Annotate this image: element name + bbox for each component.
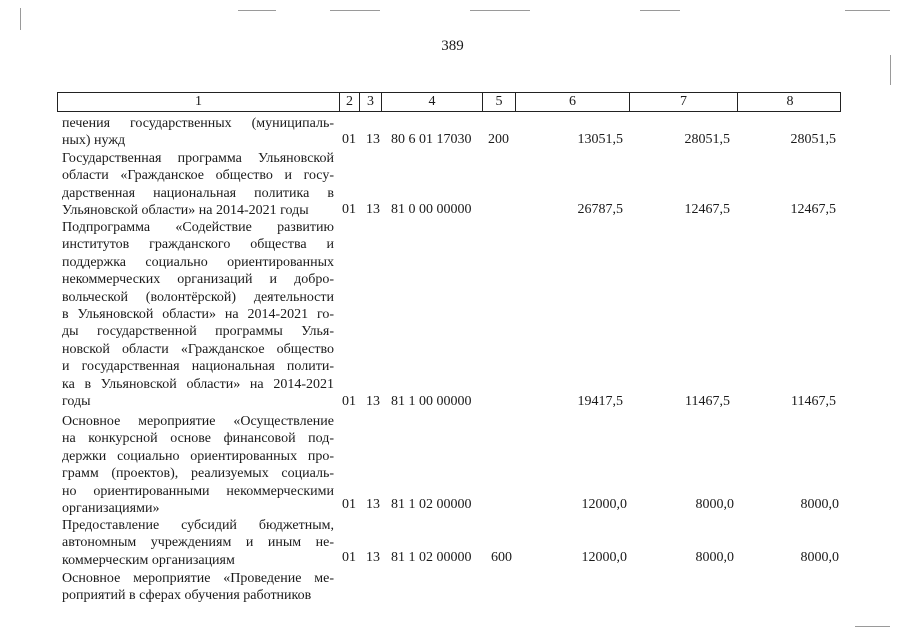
table-row bbox=[62, 150, 334, 220]
cell-col-4: 81 0 00 00000 bbox=[391, 202, 472, 217]
cell-col-4: 81 1 02 00000 bbox=[391, 550, 472, 565]
cell-col-6: 26787,5 bbox=[577, 202, 623, 217]
cell-col-4: 81 1 00 00000 bbox=[391, 394, 472, 409]
row-description-line: ка в Ульяновской области» на 2014-2021 bbox=[62, 376, 334, 392]
row-description-line: ды государственной программы Улья- bbox=[62, 324, 334, 340]
cell-col-3: 13 bbox=[366, 132, 380, 147]
row-description-line: Подпрограмма «Содействие развитию bbox=[62, 220, 334, 235]
cell-col-7: 8000,0 bbox=[695, 550, 734, 565]
table-row bbox=[62, 219, 334, 410]
cell-col-8: 12467,5 bbox=[790, 202, 836, 217]
row-description-line: в Ульяновской области» на 2014-2021 го- bbox=[62, 306, 334, 322]
row-description-line: Ульяновской области» на 2014-2021 годы bbox=[62, 203, 309, 219]
scan-artifact bbox=[855, 626, 890, 627]
row-description-line: Основное мероприятие «Проведение ме- bbox=[62, 571, 334, 586]
cell-col-2: 01 bbox=[342, 202, 356, 217]
scan-artifact bbox=[890, 55, 891, 85]
cell-col-6: 12000,0 bbox=[581, 550, 627, 565]
row-description-line: Основное мероприятие «Осуществление bbox=[62, 414, 334, 429]
cell-col-3: 13 bbox=[366, 497, 380, 512]
scan-artifact bbox=[330, 10, 380, 11]
cell-col-2: 01 bbox=[342, 132, 356, 147]
table-row bbox=[62, 517, 334, 569]
cell-col-3: 13 bbox=[366, 202, 380, 217]
header-col-1: 1 bbox=[58, 93, 340, 111]
row-description-line: институтов гражданского общества и bbox=[62, 237, 334, 253]
cell-col-2: 01 bbox=[342, 497, 356, 512]
row-description-line: держки социально ориентированных про- bbox=[62, 448, 334, 464]
header-col-8: 8 bbox=[786, 94, 794, 109]
scan-artifact bbox=[845, 10, 890, 11]
header-col-2: 2 bbox=[340, 93, 360, 111]
row-description-line: но ориентированными некоммерческими bbox=[62, 483, 334, 499]
row-description-line: и государственная национальная полити- bbox=[62, 359, 334, 375]
cell-col-2: 01 bbox=[342, 394, 356, 409]
row-description-line: автономным учреждениям и иным не- bbox=[62, 535, 334, 551]
cell-col-8: 28051,5 bbox=[790, 132, 836, 147]
table-row bbox=[62, 413, 334, 517]
row-description-line: ных) нужд bbox=[62, 133, 126, 149]
table-row bbox=[62, 115, 334, 150]
row-description-line: на конкурсной основе финансовой под- bbox=[62, 431, 334, 447]
row-description-line: роприятий в сферах обучения работников bbox=[62, 588, 312, 604]
table-header bbox=[57, 92, 841, 112]
cell-col-2: 01 bbox=[342, 550, 356, 565]
row-description-line: дарственная национальная политика в bbox=[62, 185, 334, 201]
cell-col-5: 600 bbox=[491, 550, 512, 565]
row-description-line: грамм (проектов), реализуемых социаль- bbox=[62, 466, 334, 482]
page-number: 389 bbox=[441, 38, 464, 54]
cell-col-6: 19417,5 bbox=[577, 394, 623, 409]
cell-col-7: 11467,5 bbox=[685, 394, 730, 409]
row-description-line: новской области «Гражданское общество bbox=[62, 341, 334, 357]
header-col-5: 5 bbox=[483, 93, 516, 111]
row-description-line: некоммерческих организаций и добро- bbox=[62, 272, 334, 288]
cell-col-8: 11467,5 bbox=[791, 394, 836, 409]
row-description-line: печения государственных (муниципаль- bbox=[62, 116, 334, 131]
row-description-line: области «Гражданское общество и госу- bbox=[62, 168, 334, 184]
row-description-line: Предоставление субсидий бюджетным, bbox=[62, 518, 334, 533]
cell-col-8: 8000,0 bbox=[800, 550, 839, 565]
cell-col-3: 13 bbox=[366, 550, 380, 565]
cell-col-6: 13051,5 bbox=[577, 132, 623, 147]
cell-col-8: 8000,0 bbox=[800, 497, 839, 512]
cell-col-7: 8000,0 bbox=[695, 497, 734, 512]
cell-col-3: 13 bbox=[366, 394, 380, 409]
header-col-4: 4 bbox=[382, 93, 483, 111]
scan-artifact bbox=[20, 8, 21, 30]
row-description-line: коммерческим организациям bbox=[62, 552, 235, 568]
cell-col-4: 80 6 01 17030 bbox=[391, 132, 472, 147]
header-col-7: 7 bbox=[630, 93, 738, 111]
header-col-6: 6 bbox=[516, 93, 630, 111]
table-row bbox=[62, 570, 334, 605]
row-description-line: вольческой (волонтёрской) деятельности bbox=[62, 289, 334, 305]
row-description-line: организациями» bbox=[62, 500, 160, 516]
header-col-3: 3 bbox=[360, 93, 382, 111]
row-description-line: годы bbox=[62, 393, 91, 409]
row-description-line: поддержка социально ориентированных bbox=[62, 254, 334, 270]
row-description-line: Государственная программа Ульяновской bbox=[62, 151, 334, 166]
cell-col-5: 200 bbox=[488, 132, 509, 147]
scan-artifact bbox=[238, 10, 276, 11]
cell-col-7: 12467,5 bbox=[684, 202, 730, 217]
cell-col-7: 28051,5 bbox=[684, 132, 730, 147]
cell-col-4: 81 1 02 00000 bbox=[391, 497, 472, 512]
scan-artifact bbox=[470, 10, 530, 11]
cell-col-6: 12000,0 bbox=[581, 497, 627, 512]
scan-artifact bbox=[640, 10, 680, 11]
